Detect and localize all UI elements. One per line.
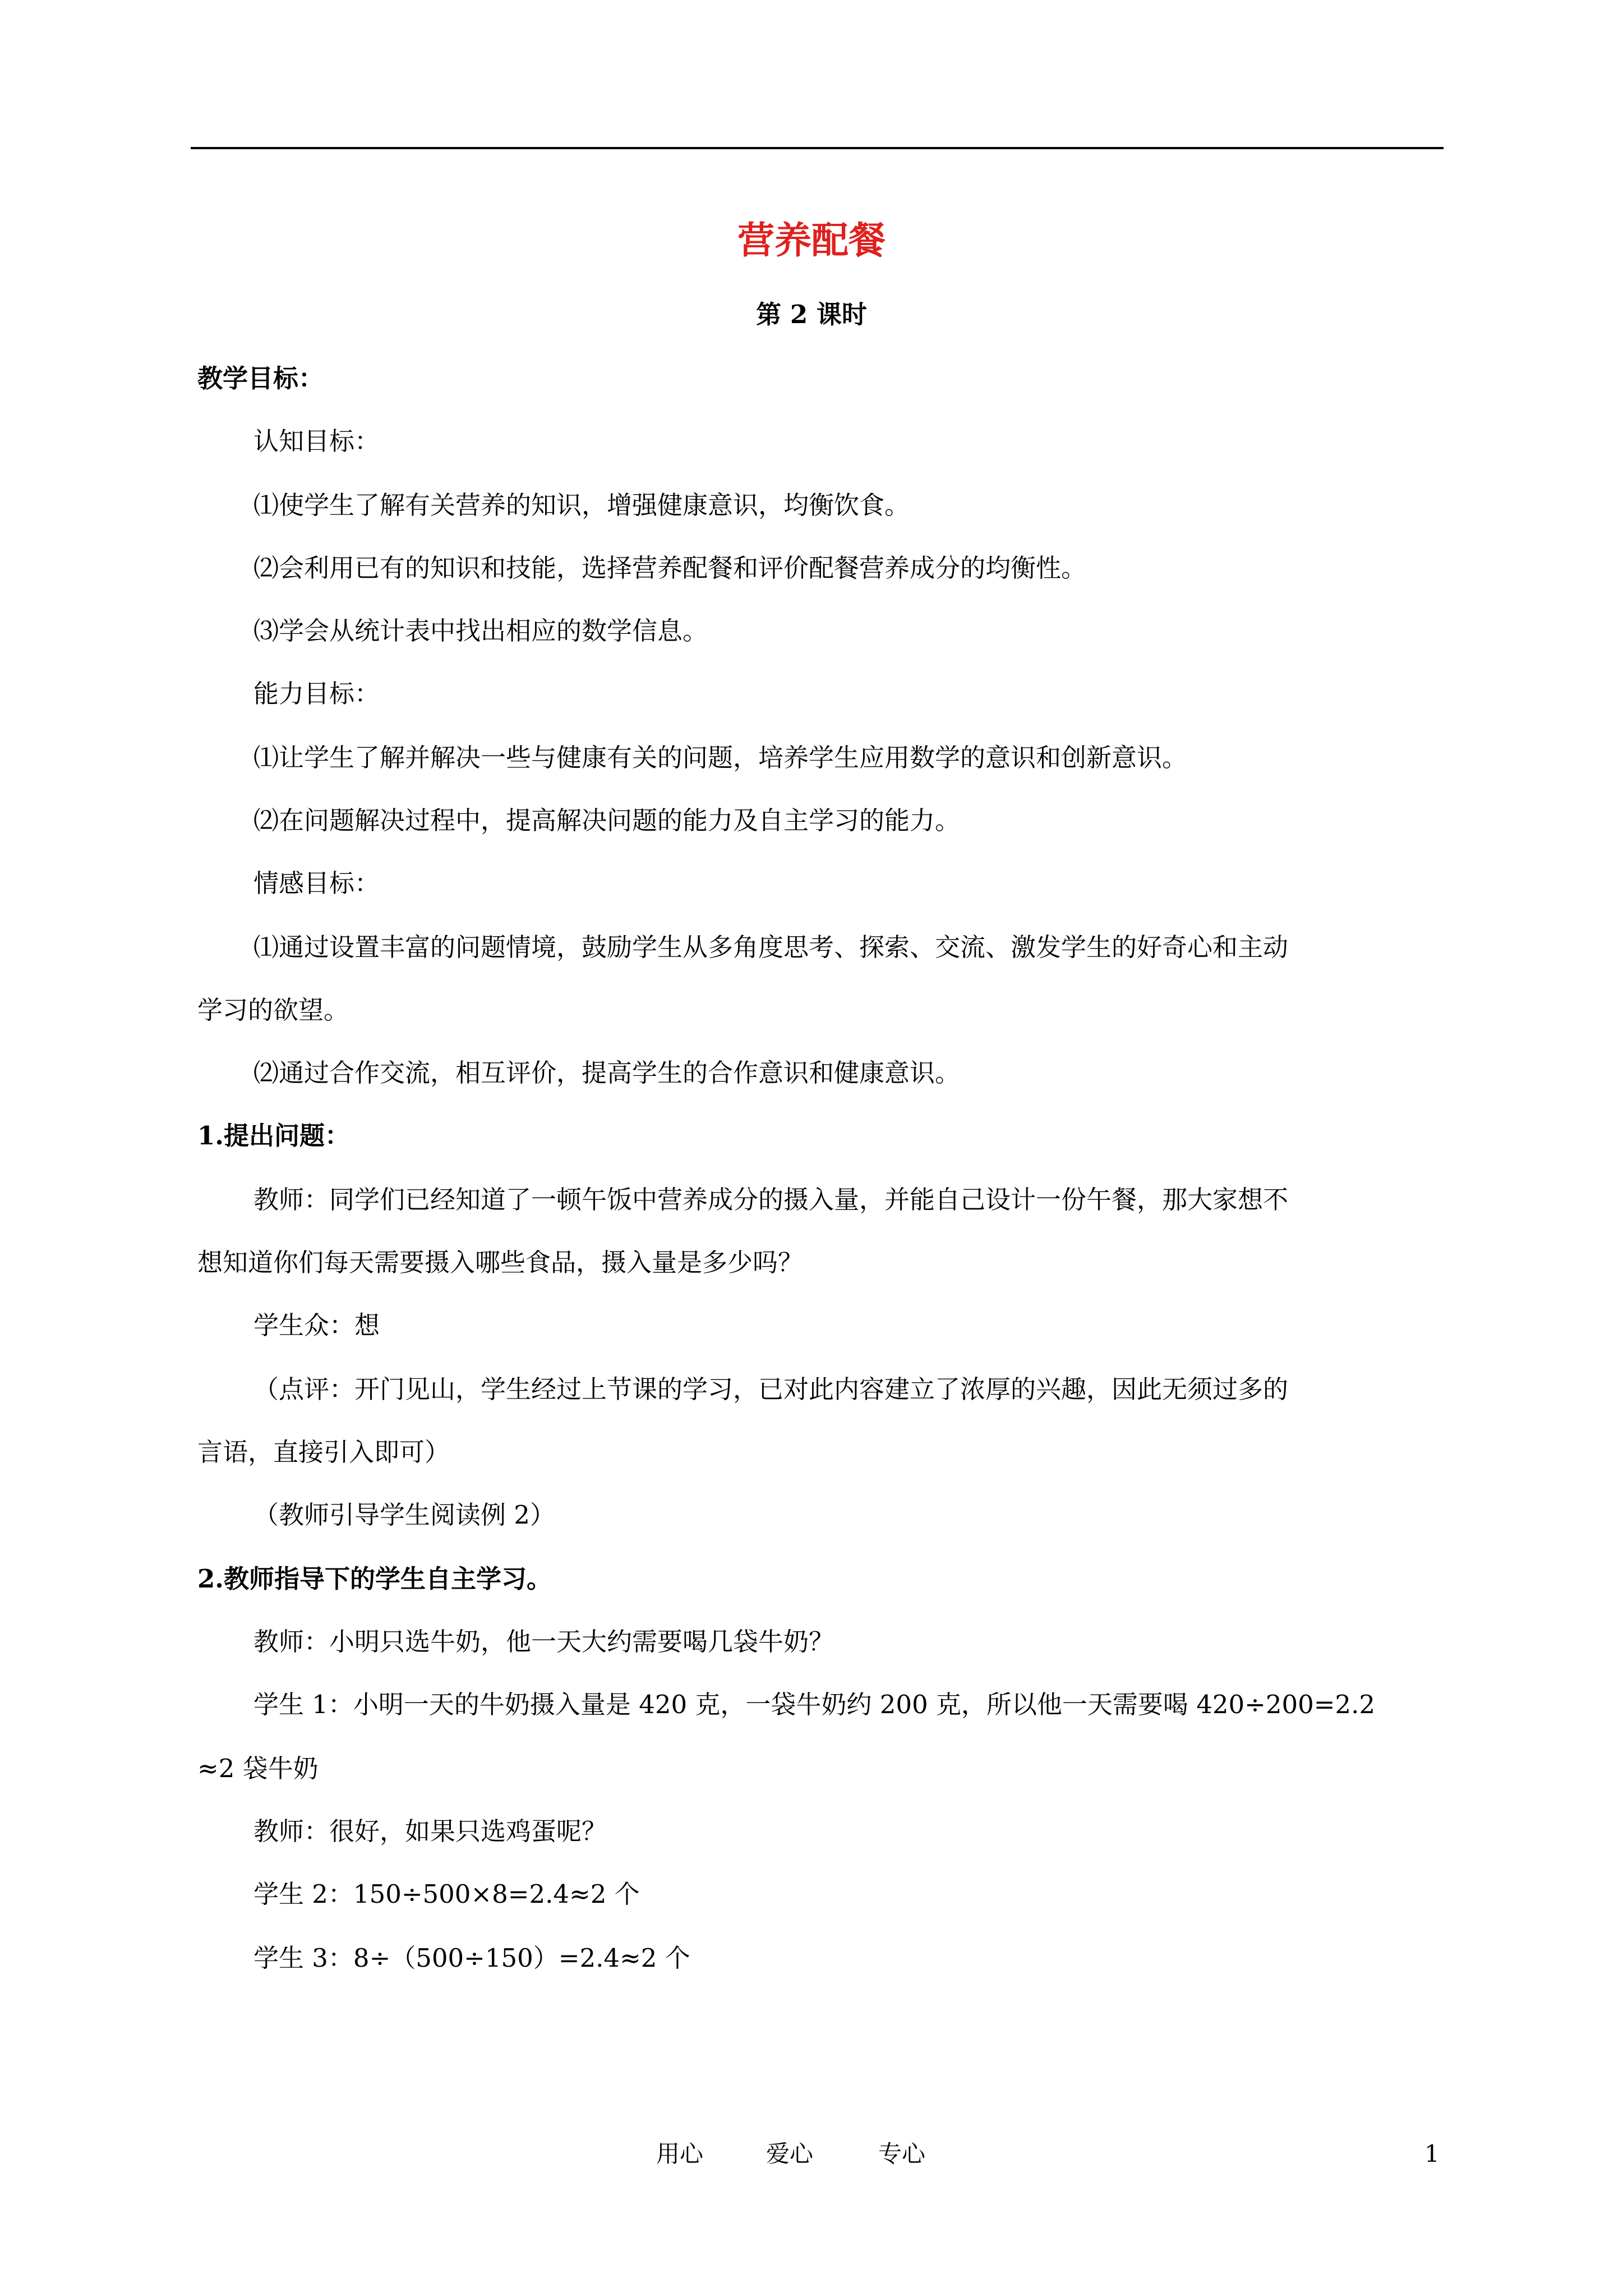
paragraph-line: ⑵在问题解决过程中，提高解决问题的能力及自主学习的能力。	[253, 806, 961, 835]
paragraph-line: ⑴让学生了解并解决一些与健康有关的问题，培养学生应用数学的意识和创新意识。	[253, 743, 1188, 772]
paragraph-line: 学生 2：150÷500×8=2.4≈2 个	[253, 1879, 640, 1909]
footer-motto-1: 用心	[656, 2140, 704, 2168]
paragraph-line: 学生众：想	[253, 1310, 380, 1340]
paragraph-line: ⑵通过合作交流，相互评价，提高学生的合作意识和健康意识。	[253, 1058, 961, 1088]
footer-motto-3: 专心	[878, 2140, 926, 2168]
paragraph-line: ≈2 袋牛奶	[197, 1754, 319, 1783]
paragraph-line: ⑵会利用已有的知识和技能，选择营养配餐和评价配餐营养成分的均衡性。	[253, 553, 1087, 583]
page-number: 1	[1424, 2140, 1440, 2168]
paragraph-line: ⑴使学生了解有关营养的知识，增强健康意识，均衡饮食。	[253, 490, 910, 520]
paragraph-line: 学生 1：小明一天的牛奶摄入量是 420 克，一袋牛奶约 200 克，所以他一天需要喝 420÷200=2.2	[253, 1690, 1375, 1719]
header-rule	[191, 147, 1444, 149]
document-title: 营养配餐	[737, 218, 886, 262]
paragraph-line: 言语，直接引入即可）	[197, 1437, 450, 1467]
paragraph-line: （点评：开门见山，学生经过上节课的学习，已对此内容建立了浓厚的兴趣，因此无须过多的	[253, 1374, 1289, 1404]
document-subtitle: 第 2 课时	[756, 300, 867, 329]
section-heading-objectives: 教学目标：	[197, 364, 324, 393]
section-heading-self-study: 2.教师指导下的学生自主学习。	[197, 1564, 552, 1594]
paragraph-line: 想知道你们每天需要摄入哪些食品，摄入量是多少吗？	[197, 1248, 804, 1277]
paragraph-line: 学生 3：8÷（500÷150）=2.4≈2 个	[253, 1943, 690, 1973]
paragraph-line: 教师：同学们已经知道了一顿午饭中营养成分的摄入量，并能自己设计一份午餐，那大家想不	[253, 1185, 1289, 1214]
section-heading-questions: 1.提出问题：	[197, 1121, 350, 1151]
subheading-ability: 能力目标：	[253, 679, 380, 708]
footer-motto-2: 爱心	[766, 2140, 814, 2168]
paragraph-line: ⑶学会从统计表中找出相应的数学信息。	[253, 616, 708, 646]
subheading-cognitive: 认知目标：	[253, 426, 380, 456]
paragraph-line: ⑴通过设置丰富的问题情境，鼓励学生从多角度思考、探索、交流、激发学生的好奇心和主动	[253, 932, 1289, 962]
subheading-emotion: 情感目标：	[253, 868, 380, 898]
paragraph-line: 教师：很好，如果只选鸡蛋呢？	[253, 1816, 607, 1846]
paragraph-line: 教师：小明只选牛奶，他一天大约需要喝几袋牛奶？	[253, 1627, 834, 1657]
paragraph-line: （教师引导学生阅读例 2）	[253, 1500, 555, 1530]
paragraph-line: 学习的欲望。	[197, 995, 349, 1025]
